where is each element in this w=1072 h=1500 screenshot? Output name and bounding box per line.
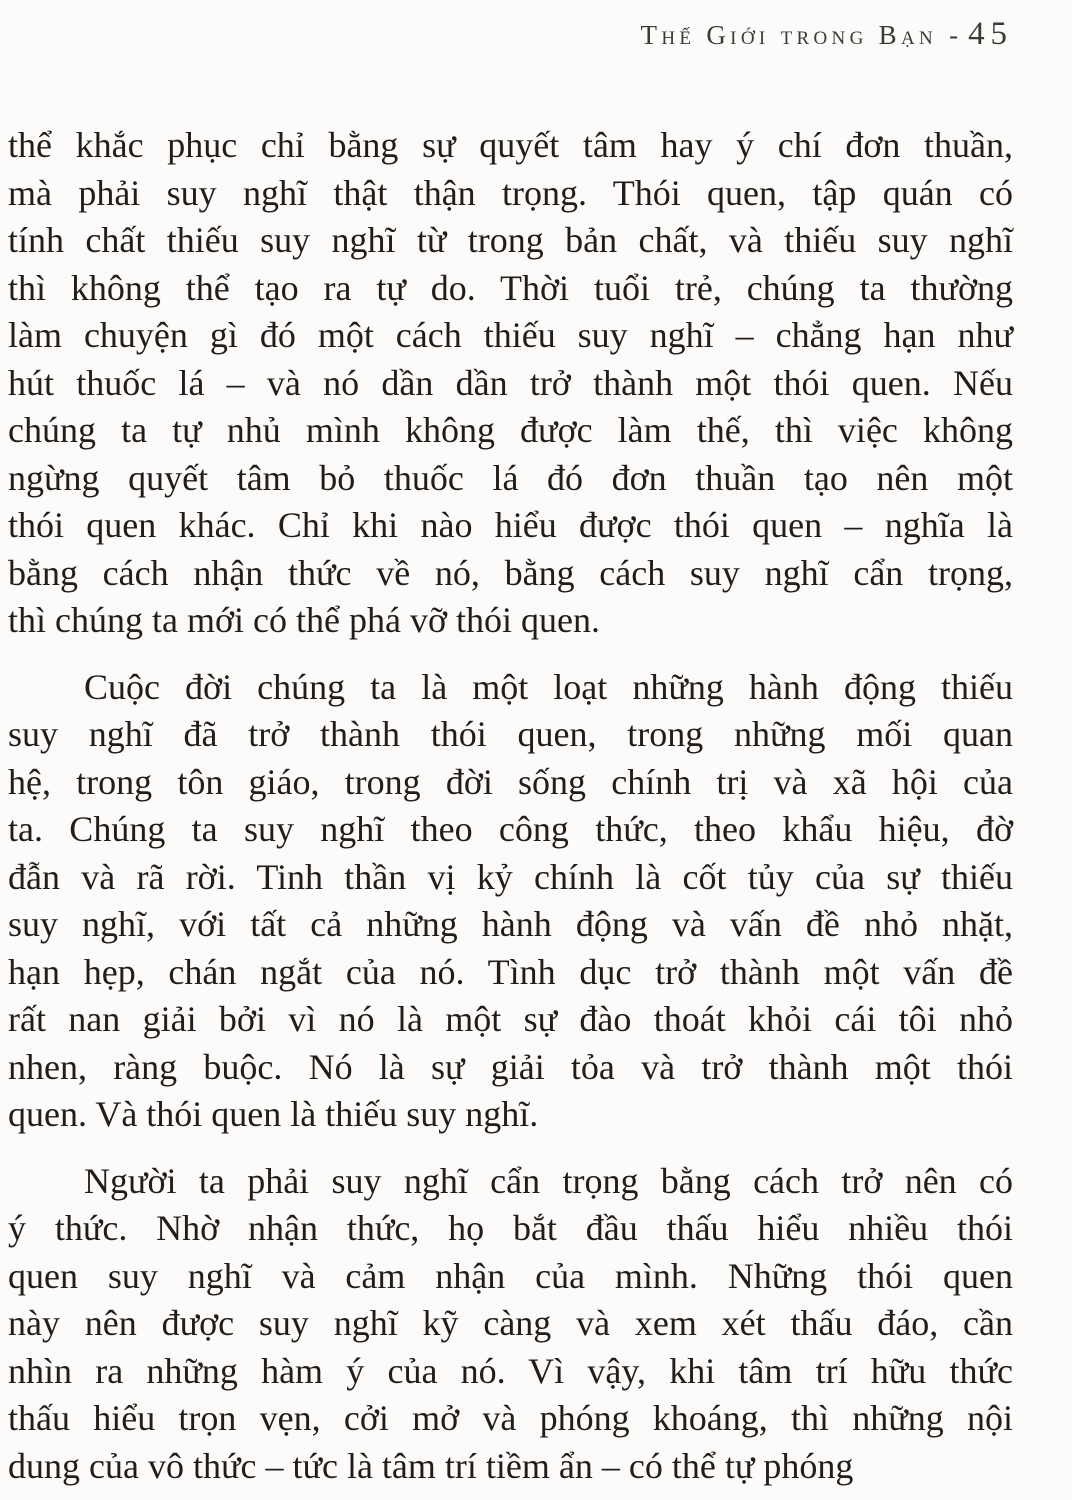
- text-line: thói quen khác. Chỉ khi nào hiểu được thói quen – nghĩa là: [8, 505, 1013, 545]
- paragraph: [8, 664, 1013, 1139]
- text-line: thấu hiểu trọn vẹn, cởi mở và phóng khoáng, thì những nội: [8, 1398, 1013, 1438]
- text-line: thì không thể tạo ra tự do. Thời tuổi trẻ, chúng ta thường: [8, 267, 1013, 308]
- paragraph: [8, 122, 1013, 645]
- text-line: suy nghĩ, với tất cả những hành động và vấn đề nhỏ nhặt,: [8, 904, 1013, 944]
- text-line: quen. Và thói quen là thiếu suy nghĩ.: [8, 1094, 539, 1134]
- text-line: suy nghĩ đã trở thành thói quen, trong những mối quan: [8, 714, 1013, 754]
- text-line: quen suy nghĩ và cảm nhận của mình. Những thói quen: [8, 1255, 1013, 1296]
- text-line: Người ta phải suy nghĩ cẩn trọng bằng cách trở nên có: [84, 1160, 1013, 1201]
- text-line: bằng cách nhận thức về nó, bằng cách suy nghĩ cẩn trọng,: [8, 552, 1013, 593]
- text-line: tính chất thiếu suy nghĩ từ trong bản chất, và thiếu suy nghĩ: [8, 220, 1013, 260]
- text-line: làm chuyện gì đó một cách thiếu suy nghĩ – chẳng hạn như: [8, 315, 1013, 355]
- page-number: 45: [968, 16, 1013, 52]
- text-line: nhen, ràng buộc. Nó là sự giải tỏa và trở thành một thói: [8, 1046, 1013, 1087]
- text-line: chúng ta tự nhủ mình không được làm thế, thì việc không: [8, 410, 1013, 450]
- text-line: hạn hẹp, chán ngắt của nó. Tình dục trở thành một vấn đề: [8, 951, 1013, 992]
- paragraph: [8, 1158, 1013, 1491]
- page-body: [8, 122, 1013, 1490]
- text-line: mà phải suy nghĩ thật thận trọng. Thói quen, tập quán có: [8, 172, 1013, 213]
- text-line: hệ, trong tôn giáo, trong đời sống chính trị và xã hội của: [8, 761, 1013, 802]
- text-line: ta. Chúng ta suy nghĩ theo công thức, theo khẩu hiệu, đờ: [8, 809, 1013, 849]
- text-line: hút thuốc lá – và nó dần dần trở thành một thói quen. Nếu: [8, 362, 1013, 403]
- page-header: [8, 14, 1013, 54]
- text-line: này nên được suy nghĩ kỹ càng và xem xét thấu đáo, cần: [8, 1303, 1013, 1343]
- text-line: thể khắc phục chỉ bằng sự quyết tâm hay ý chí đơn thuần,: [8, 125, 1013, 165]
- text-line: ngừng quyết tâm bỏ thuốc lá đó đơn thuần tạo nên một: [8, 457, 1013, 498]
- text-line: nhìn ra những hàm ý của nó. Vì vậy, khi tâm trí hữu thức: [8, 1350, 1013, 1391]
- header-separator: -: [949, 20, 959, 50]
- text-line: dung của vô thức – tức là tâm trí tiềm ẩn – có thể tự phóng: [8, 1445, 854, 1486]
- text-line: Cuộc đời chúng ta là một loạt những hành động thiếu: [84, 666, 1013, 707]
- text-line: ý thức. Nhờ nhận thức, họ bắt đầu thấu hiểu nhiều thói: [8, 1208, 1013, 1248]
- text-line: rất nan giải bởi vì nó là một sự đào thoát khỏi cái tôi nhỏ: [8, 999, 1013, 1039]
- running-head-title: Thế Giới trong Bạn: [640, 20, 938, 50]
- text-line: thì chúng ta mới có thể phá vỡ thói quen.: [8, 600, 600, 640]
- text-line: đẫn và rã rời. Tinh thần vị kỷ chính là cốt tủy của sự thiếu: [8, 856, 1013, 897]
